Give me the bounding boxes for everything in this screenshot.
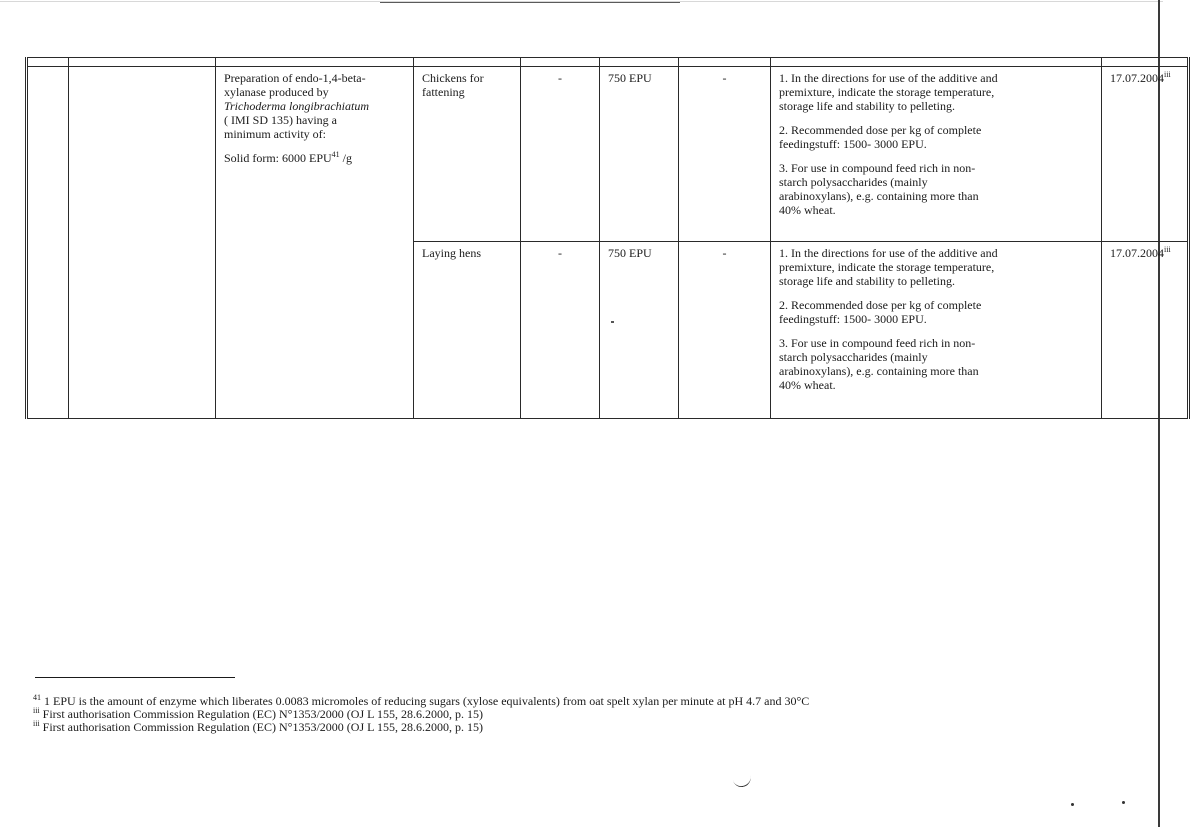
top-band-cell-7: [679, 58, 771, 67]
top-band-cell-6: [600, 58, 679, 67]
species-text: Chickens for fattening: [422, 71, 484, 99]
top-band-cell-1: [27, 58, 69, 67]
table-row: [27, 67, 1189, 242]
max-content-text: -: [722, 71, 727, 85]
date-footnote-ref: iii: [1164, 70, 1171, 79]
top-band-cell-8: [771, 58, 1102, 67]
min-content-cell: [600, 67, 679, 242]
species-cell: [414, 67, 521, 242]
ec-number-cell: [27, 67, 69, 419]
max-age-text: -: [558, 71, 562, 85]
max-content-cell: [679, 67, 771, 242]
max-content-cell: [679, 242, 771, 419]
conditions-cell: [771, 242, 1102, 419]
description-cell: [216, 67, 414, 419]
min-content-text: 750 EPU: [608, 71, 652, 85]
additive-table: [25, 57, 1190, 419]
top-band-cell-9: [1102, 58, 1189, 67]
descr-line-2: xylanase produced by: [224, 85, 329, 99]
date-text: 17.07.2004: [1110, 246, 1164, 260]
top-band-cell-4: [414, 58, 521, 67]
descr-line-3: ( IMI SD 135) having a: [224, 113, 337, 127]
footnote-text: First authorisation Commission Regulation (EC) N°1353/2000 (OJ L 155, 28.6.2000, p. 15): [39, 720, 484, 734]
date-footnote-ref: iii: [1164, 245, 1171, 254]
max-age-cell: [521, 67, 600, 242]
scan-dot: [1122, 801, 1125, 804]
scan-mark: [731, 770, 752, 789]
footnote-mark: iii: [33, 719, 40, 728]
footnote-mark: 41: [33, 693, 41, 702]
condition-1: 1. In the directions for use of the additive and premixture, indicate the storage temperature, storage life and stability to pelleting.: [779, 71, 998, 113]
descr-organism: Trichoderma longibrachiatum: [224, 99, 370, 113]
max-age-cell: [521, 242, 600, 419]
date-cell: [1102, 67, 1189, 242]
max-age-text: -: [558, 246, 562, 260]
footnote-ref-41: 41: [331, 150, 340, 159]
descr-solid-unit: /g: [339, 151, 353, 165]
footnote: [33, 721, 1033, 734]
species-cell: [414, 242, 521, 419]
condition-1: 1. In the directions for use of the additive and premixture, indicate the storage temperature, storage life and stability to pelleting.: [779, 246, 998, 288]
species-text: Laying hens: [422, 246, 481, 260]
top-band-cell-5: [521, 58, 600, 67]
max-content-text: -: [722, 246, 727, 260]
footnote-rule: [35, 677, 235, 678]
footnotes: [33, 695, 1033, 734]
footnote-text: First authorisation Commission Regulation (EC) N°1353/2000 (OJ L 155, 28.6.2000, p. 15): [39, 707, 484, 721]
min-content-cell: [600, 242, 679, 419]
footnote-mark: iii: [33, 706, 40, 715]
top-band-cell-3: [216, 58, 414, 67]
descr-line-1: Preparation of endo-1,4-beta-: [224, 71, 366, 85]
condition-3: 3. For use in compound feed rich in non-starch polysaccharides (mainly arabinoxylans), e.g. containing more than 40% wheat.: [779, 336, 979, 392]
date-text: 17.07.2004: [1110, 71, 1164, 85]
condition-3: 3. For use in compound feed rich in non-starch polysaccharides (mainly arabinoxylans), e.g. containing more than 40% wheat.: [779, 161, 979, 217]
descr-line-4: minimum activity of:: [224, 127, 326, 141]
condition-2: 2. Recommended dose per kg of complete feedingstuff: 1500- 3000 EPU.: [779, 298, 982, 326]
additive-cell: [69, 67, 216, 419]
min-content-text: 750 EPU: [608, 246, 652, 260]
scan-dot: [1071, 803, 1074, 806]
descr-solid-form: Solid form: 6000 EPU: [224, 151, 332, 165]
scan-edge-top-dark: [380, 2, 680, 3]
date-cell: [1102, 242, 1189, 419]
condition-2: 2. Recommended dose per kg of complete feedingstuff: 1500- 3000 EPU.: [779, 123, 982, 151]
conditions-cell: [771, 67, 1102, 242]
footnote-text: 1 EPU is the amount of enzyme which liberates 0.0083 micromoles of reducing sugars (xylose equivalents) from oat spelt xylan per minute at pH 4.7 and 30°C: [41, 694, 810, 708]
top-band-cell-2: [69, 58, 216, 67]
scan-speck: [611, 321, 614, 323]
table-top-band: [27, 58, 1189, 67]
